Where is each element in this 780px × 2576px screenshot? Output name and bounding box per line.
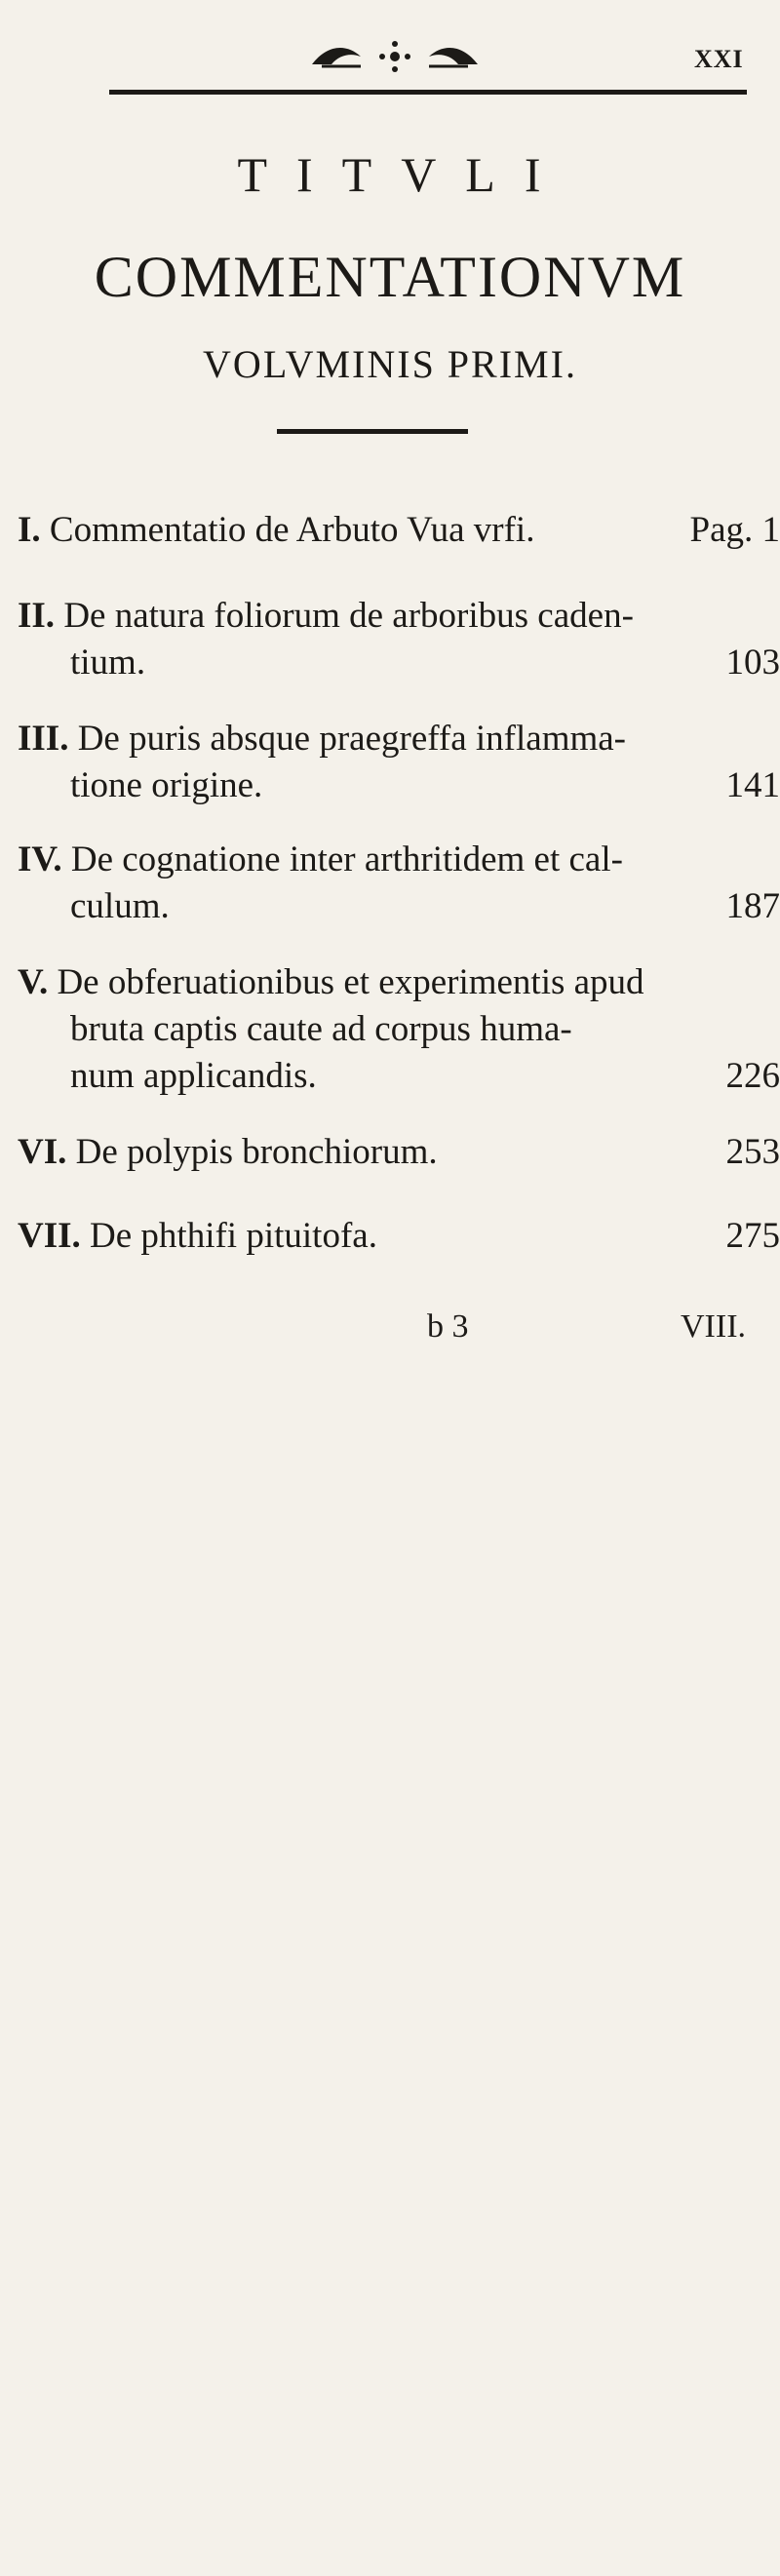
entry-title-continued: culum. — [70, 886, 170, 926]
entry-title: De phthifi pituitofa. — [90, 1216, 377, 1256]
entry-title-continued: tium. — [70, 643, 146, 683]
entry-page: 187 — [725, 886, 780, 926]
entry-title-continued: tione origine. — [70, 765, 263, 805]
entry-title: Commentatio de Arbuto Vua vrfi. — [49, 510, 535, 550]
entry-number: VII. — [18, 1216, 81, 1256]
heading-titles: TITVLI — [237, 147, 570, 202]
entry-title-continued: bruta captis caute ad corpus huma- — [70, 1009, 572, 1049]
page-number: XXI — [694, 45, 744, 73]
heading-commentationum: COMMENTATIONVM — [94, 245, 686, 309]
heading-voluminis-primi: VOLVMINIS PRIMI. — [203, 342, 577, 386]
entry-page: 141 — [725, 765, 780, 805]
signature-mark: b 3 — [427, 1308, 469, 1345]
entry-page: 103 — [725, 643, 780, 683]
entry-title: De cognatione inter arthritidem et cal- — [70, 839, 623, 879]
entry-number: I. — [18, 510, 41, 550]
entry-title: De obferuationibus et experimentis apud — [57, 962, 644, 1002]
entry-number: VI. — [18, 1132, 67, 1172]
header-rule — [109, 90, 747, 95]
entry-number: II. — [18, 596, 56, 636]
entry-title: De polypis bronchiorum. — [75, 1132, 438, 1172]
entry-number: V. — [18, 962, 49, 1002]
entry-page: 253 — [725, 1132, 780, 1172]
section-rule — [277, 429, 468, 434]
entry-page: 275 — [725, 1216, 780, 1256]
entry-title-continued: num applicandis. — [70, 1056, 317, 1096]
entry-number: III. — [18, 719, 69, 759]
entry-page: 226 — [725, 1056, 780, 1096]
entry-number: IV. — [18, 839, 62, 879]
catchword: VIII. — [681, 1308, 747, 1345]
entry-page: Pag. 1 — [689, 510, 780, 550]
entry-title: De natura foliorum de arboribus caden- — [63, 596, 634, 636]
fleuron-ornament-icon — [292, 35, 497, 74]
entry-title: De puris absque praegreffa inflamma- — [77, 719, 627, 759]
